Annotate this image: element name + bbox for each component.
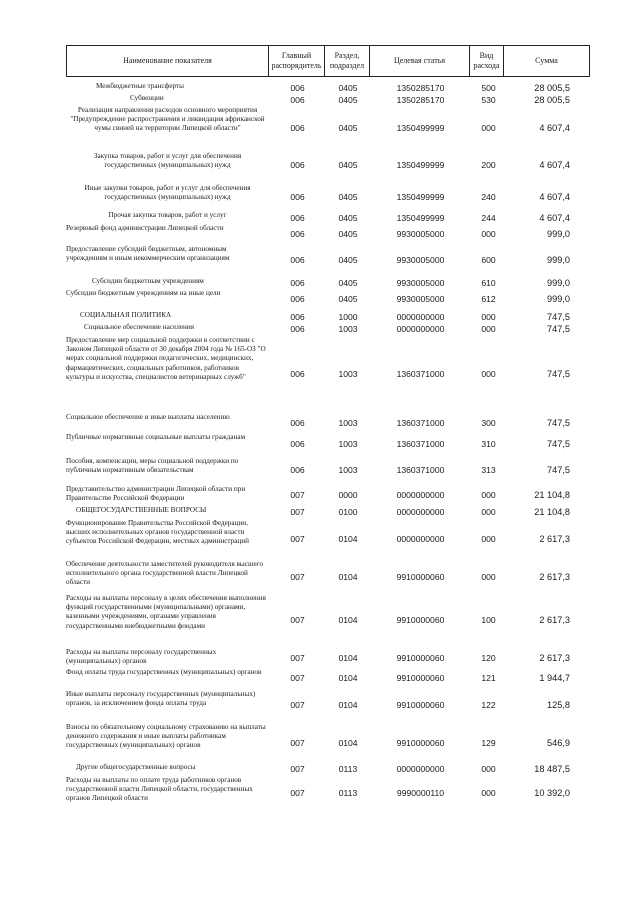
row-section: 1003	[338, 368, 358, 379]
row-type: 313	[481, 465, 496, 475]
row-admin: 006	[290, 82, 305, 93]
row-admin: 006	[290, 311, 305, 322]
row-target: 1350285170	[396, 94, 445, 105]
table-row	[0, 668, 640, 688]
row-admin: 006	[290, 160, 305, 170]
row-sum: 747,5	[547, 323, 570, 334]
row-sum: 2 617,3	[539, 615, 570, 625]
row-target: 1360371000	[396, 465, 445, 475]
row-target: 1350499999	[396, 212, 445, 223]
table-row	[0, 457, 640, 483]
row-type: 000	[481, 533, 496, 544]
row-target: 0000000000	[396, 506, 445, 517]
row-section: 0405	[338, 94, 358, 105]
row-target: 0000000000	[396, 311, 445, 322]
table-row	[0, 224, 640, 244]
row-sum: 10 392,0	[534, 788, 570, 798]
row-section: 0405	[338, 160, 358, 170]
row-admin: 007	[290, 653, 305, 663]
row-name: Обеспечение деятельности заместителей руководителя высшего исполнительного органа государственной власти Липецкой области	[66, 560, 264, 587]
row-section: 0104	[338, 673, 358, 683]
row-target: 0000000000	[396, 490, 445, 500]
row-type: 129	[481, 738, 496, 748]
row-admin: 006	[290, 212, 305, 223]
row-type: 000	[481, 490, 496, 500]
row-name: Функционирование Правительства Российской Федерации, высших исполнительных органов государственной власти субъектов Российской Федерации, местных администраций	[66, 519, 249, 546]
row-sum: 747,5	[547, 418, 570, 428]
row-section: 0405	[338, 294, 358, 304]
row-target: 1350499999	[396, 192, 445, 202]
row-name: Иные выплаты персоналу государственных (муниципальных) органов, за исключением фонда оплаты труда	[66, 690, 256, 708]
row-target: 0000000000	[396, 323, 445, 334]
row-section: 0000	[338, 490, 358, 500]
row-sum: 2 617,3	[539, 533, 570, 544]
row-admin: 006	[290, 94, 305, 105]
row-type: 500	[481, 82, 496, 93]
row-name: Резервный фонд администрации Липецкой области	[66, 224, 224, 232]
row-section: 0104	[338, 653, 358, 663]
table-row	[0, 184, 640, 210]
row-section: 0104	[338, 615, 358, 625]
row-target: 9930005000	[396, 255, 445, 265]
row-type: 120	[481, 653, 496, 663]
table-row	[0, 519, 640, 558]
table-row	[0, 289, 640, 309]
row-type: 000	[481, 311, 496, 322]
row-sum: 747,5	[547, 465, 570, 475]
row-type: 000	[481, 788, 496, 798]
row-target: 9910000060	[396, 738, 445, 748]
table-row	[0, 152, 640, 178]
table-row	[0, 485, 640, 505]
row-sum: 2 617,3	[539, 653, 570, 663]
row-target: 1360371000	[396, 368, 445, 379]
row-name: Пособия, компенсации, меры социальной поддержки по публичным нормативным обязательствам	[66, 457, 239, 475]
row-admin: 006	[290, 368, 305, 379]
row-type: 200	[481, 160, 496, 170]
row-sum: 125,8	[547, 699, 570, 710]
row-name: Субвенции	[130, 94, 164, 102]
row-admin: 007	[290, 533, 305, 544]
row-target: 9990000110	[396, 788, 445, 798]
row-section: 0405	[338, 82, 358, 93]
row-sum: 999,0	[547, 255, 570, 265]
row-name: Закупка товаров, работ и услуг для обеспечения государственных (муниципальных) нужд	[93, 152, 242, 170]
table-row	[0, 311, 640, 322]
row-target: 1350499999	[396, 123, 445, 133]
row-name: Взносы по обязательному социальному страхованию на выплаты денежного содержания и иные выплаты работникам государственных (муниципальных) органов	[66, 723, 266, 750]
row-section: 0100	[338, 506, 358, 517]
row-name: Расходы на выплаты персоналу в целях обеспечения выполнения функций государственными (муниципальными) органами, казенными учреждениями, органами управления государственными внебюджетными фондами	[66, 594, 266, 630]
row-admin: 006	[290, 123, 305, 133]
row-admin: 007	[290, 490, 305, 500]
row-type: 000	[481, 571, 496, 582]
row-type: 000	[481, 506, 496, 517]
row-section: 0405	[338, 229, 358, 239]
row-section: 0104	[338, 533, 358, 544]
row-name: Реализация направления расходов основного мероприятия "Предупреждение распространения и ликвидация африканской чумы свиней на территории Липецкой области"	[70, 106, 265, 133]
row-type: 612	[481, 294, 496, 304]
header-admin: Главный распорядитель	[271, 51, 322, 70]
table-row	[0, 245, 640, 275]
row-admin: 006	[290, 439, 305, 449]
row-target: 9910000060	[396, 571, 445, 582]
table-row	[0, 690, 640, 719]
row-type: 121	[481, 673, 496, 683]
row-sum: 999,0	[547, 294, 570, 304]
row-admin: 006	[290, 465, 305, 475]
row-section: 0104	[338, 571, 358, 582]
row-target: 9910000060	[396, 653, 445, 663]
row-admin: 006	[290, 323, 305, 334]
row-target: 1350499999	[396, 160, 445, 170]
row-name: Субсидии бюджетным учреждениям на иные цели	[66, 289, 221, 297]
row-section: 0405	[338, 123, 358, 133]
row-target: 0000000000	[396, 764, 445, 774]
table-row	[0, 594, 640, 646]
table-row	[0, 277, 640, 288]
row-target: 9930005000	[396, 277, 445, 288]
row-type: 310	[481, 439, 496, 449]
row-target: 1360371000	[396, 418, 445, 428]
table-row	[0, 648, 640, 668]
row-admin: 006	[290, 255, 305, 265]
row-sum: 747,5	[547, 439, 570, 449]
row-sum: 28 005,5	[534, 82, 570, 93]
row-admin: 007	[290, 738, 305, 748]
row-section: 0405	[338, 277, 358, 288]
row-target: 9910000060	[396, 673, 445, 683]
table-row	[0, 560, 640, 593]
row-type: 000	[481, 368, 496, 379]
row-section: 0405	[338, 255, 358, 265]
row-section: 1003	[338, 439, 358, 449]
row-section: 0405	[338, 192, 358, 202]
row-name: Фонд оплаты труда государственных (муниципальных) органов	[66, 668, 262, 676]
row-type: 000	[481, 323, 496, 334]
row-admin: 007	[290, 615, 305, 625]
row-target: 9930005000	[396, 229, 445, 239]
row-name: Социальное обеспечение и иные выплаты населению	[66, 413, 230, 421]
row-admin: 007	[290, 571, 305, 582]
row-sum: 18 487,5	[534, 764, 570, 774]
row-target: 1360371000	[396, 439, 445, 449]
row-target: 9930005000	[396, 294, 445, 304]
row-sum: 4 607,4	[539, 123, 570, 133]
row-name: Предоставление мер социальной поддержки в соответствии с Законом Липецкой области от 30 декабря 2004 года № 165-ОЗ "О мерах социальной поддержки педагогических, медицинских, фармацевтических, социальных работников, работников культуры и искусства, специалистов ветеринарных служб"	[66, 336, 266, 381]
row-sum: 4 607,4	[539, 192, 570, 202]
table-row	[0, 776, 640, 810]
row-admin: 006	[290, 229, 305, 239]
header-sum: Сумма	[535, 56, 558, 65]
row-type: 000	[481, 764, 496, 774]
table-row	[0, 211, 640, 224]
row-name: ОБЩЕГОСУДАРСТВЕННЫЕ ВОПРОСЫ	[76, 506, 207, 514]
row-name: Прочая закупка товаров, работ и услуг	[108, 211, 227, 219]
row-section: 0104	[338, 699, 358, 710]
row-name: Представительство администрации Липецкой области при Правительстве Российской Федерации	[66, 485, 246, 503]
row-sum: 4 607,4	[539, 160, 570, 170]
row-sum: 28 005,5	[534, 94, 570, 105]
row-name: СОЦИАЛЬНАЯ ПОЛИТИКА	[80, 311, 172, 319]
row-name: Социальное обеспечение населения	[84, 323, 195, 331]
row-admin: 006	[290, 418, 305, 428]
row-sum: 4 607,4	[539, 212, 570, 223]
row-admin: 007	[290, 764, 305, 774]
table-row	[0, 413, 640, 433]
header-target: Целевая статья	[393, 56, 446, 65]
table-row	[0, 323, 640, 334]
row-admin: 007	[290, 506, 305, 517]
row-type: 600	[481, 255, 496, 265]
row-admin: 007	[290, 699, 305, 710]
row-sum: 999,0	[547, 277, 570, 288]
row-sum: 747,5	[547, 311, 570, 322]
row-admin: 006	[290, 277, 305, 288]
row-name: Расходы на выплаты по оплате труда работников органов государственной власти Липецкой области, государственных органов Липецкой области	[66, 776, 253, 803]
table-row	[0, 763, 640, 775]
row-type: 240	[481, 192, 496, 202]
row-type: 610	[481, 277, 496, 288]
row-type: 000	[481, 123, 496, 133]
row-sum: 546,9	[547, 738, 570, 748]
row-name: Расходы на выплаты персоналу государственных (муниципальных) органов	[66, 648, 217, 666]
header-type: Вид расхода	[473, 51, 500, 70]
row-section: 0113	[338, 764, 358, 774]
row-target: 9910000060	[396, 615, 445, 625]
table-row	[0, 94, 640, 105]
row-type: 122	[481, 699, 496, 710]
row-type: 000	[481, 229, 496, 239]
row-admin: 006	[290, 294, 305, 304]
row-admin: 007	[290, 788, 305, 798]
row-target: 9910000060	[396, 699, 445, 710]
row-sum: 747,5	[547, 368, 570, 379]
row-section: 1000	[338, 311, 358, 322]
row-name: Другие общегосударственные вопросы	[76, 763, 196, 771]
row-name: Публичные нормативные социальные выплаты гражданам	[66, 433, 246, 441]
table-header	[66, 45, 590, 77]
row-name: Субсидии бюджетным учреждениям	[92, 277, 204, 285]
row-type: 530	[481, 94, 496, 105]
row-section: 1003	[338, 418, 358, 428]
row-type: 244	[481, 212, 496, 223]
table-row	[0, 82, 640, 93]
row-target: 0000000000	[396, 533, 445, 544]
row-admin: 007	[290, 673, 305, 683]
row-section: 0113	[338, 788, 358, 798]
row-name: Предоставление субсидий бюджетным, автономным учреждениям и иным некоммерческим организациям	[66, 245, 230, 263]
row-name: Межбюджетные трансферты	[96, 82, 184, 90]
table-row	[0, 336, 640, 411]
row-type: 100	[481, 615, 496, 625]
table-row	[0, 506, 640, 517]
row-section: 0405	[338, 212, 358, 223]
row-name: Иные закупки товаров, работ и услуг для обеспечения государственных (муниципальных) нужд	[84, 184, 251, 202]
row-sum: 999,0	[547, 229, 570, 239]
row-sum: 1 944,7	[539, 673, 570, 683]
row-sum: 2 617,3	[539, 571, 570, 582]
table-row	[0, 723, 640, 763]
row-type: 300	[481, 418, 496, 428]
row-target: 1350285170	[396, 82, 445, 93]
row-sum: 21 104,8	[534, 506, 570, 517]
table-row	[0, 106, 640, 150]
row-section: 1003	[338, 465, 358, 475]
row-section: 1003	[338, 323, 358, 334]
row-section: 0104	[338, 738, 358, 748]
table-row	[0, 433, 640, 455]
row-sum: 21 104,8	[534, 490, 570, 500]
header-section: Раздел, подраздел	[329, 51, 365, 70]
header-name: Наименование показателя	[123, 56, 212, 65]
row-admin: 006	[290, 192, 305, 202]
